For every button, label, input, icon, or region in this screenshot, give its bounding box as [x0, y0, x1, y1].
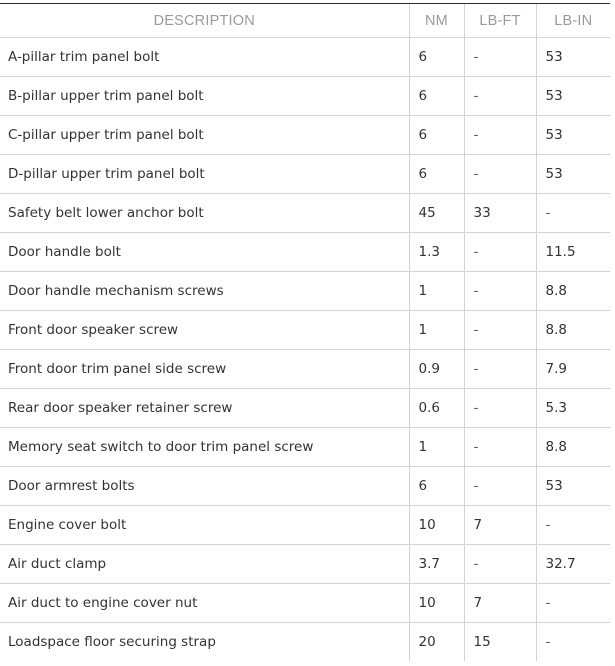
- table-row: [0, 350, 610, 389]
- cell-lbft: 33: [464, 194, 536, 233]
- cell-nm: 45: [409, 194, 464, 233]
- cell-description: Air duct clamp: [0, 545, 409, 584]
- cell-nm: 6: [409, 77, 464, 116]
- cell-description: B-pillar upper trim panel bolt: [0, 77, 409, 116]
- cell-nm: 1: [409, 428, 464, 467]
- cell-lbin: 8.8: [536, 311, 610, 350]
- cell-nm: 3.7: [409, 545, 464, 584]
- cell-lbft: -: [464, 155, 536, 194]
- column-header-lbin: LB-IN: [536, 4, 610, 38]
- cell-lbft: -: [464, 77, 536, 116]
- cell-lbin: 53: [536, 155, 610, 194]
- torque-spec-table: [0, 3, 610, 661]
- cell-lbin: -: [536, 506, 610, 545]
- cell-description: Engine cover bolt: [0, 506, 409, 545]
- cell-nm: 1.3: [409, 233, 464, 272]
- table-row: [0, 623, 610, 662]
- cell-lbft: -: [464, 38, 536, 77]
- cell-lbin: -: [536, 584, 610, 623]
- cell-description: Door armrest bolts: [0, 467, 409, 506]
- cell-lbin: 53: [536, 77, 610, 116]
- table-row: [0, 233, 610, 272]
- cell-description: Front door speaker screw: [0, 311, 409, 350]
- cell-lbft: -: [464, 545, 536, 584]
- cell-lbin: 53: [536, 467, 610, 506]
- header-row: [0, 4, 610, 38]
- cell-lbin: 53: [536, 38, 610, 77]
- cell-description: Safety belt lower anchor bolt: [0, 194, 409, 233]
- table-row: [0, 77, 610, 116]
- cell-nm: 20: [409, 623, 464, 662]
- cell-lbft: 7: [464, 584, 536, 623]
- cell-lbft: 15: [464, 623, 536, 662]
- cell-nm: 6: [409, 467, 464, 506]
- cell-description: Air duct to engine cover nut: [0, 584, 409, 623]
- cell-lbin: 8.8: [536, 428, 610, 467]
- cell-nm: 1: [409, 311, 464, 350]
- cell-nm: 10: [409, 506, 464, 545]
- table-row: [0, 155, 610, 194]
- cell-nm: 10: [409, 584, 464, 623]
- table-header: [0, 4, 610, 38]
- column-header-lbft: LB-FT: [464, 4, 536, 38]
- cell-lbin: 53: [536, 116, 610, 155]
- table-row: [0, 194, 610, 233]
- cell-lbin: 32.7: [536, 545, 610, 584]
- table-row: [0, 272, 610, 311]
- cell-lbin: 7.9: [536, 350, 610, 389]
- cell-nm: 6: [409, 116, 464, 155]
- cell-lbin: 5.3: [536, 389, 610, 428]
- cell-lbin: -: [536, 623, 610, 662]
- cell-lbft: -: [464, 116, 536, 155]
- cell-description: Rear door speaker retainer screw: [0, 389, 409, 428]
- cell-description: Memory seat switch to door trim panel screw: [0, 428, 409, 467]
- table-row: [0, 428, 610, 467]
- column-header-description: DESCRIPTION: [0, 4, 409, 38]
- cell-description: A-pillar trim panel bolt: [0, 38, 409, 77]
- cell-nm: 1: [409, 272, 464, 311]
- cell-lbft: 7: [464, 506, 536, 545]
- cell-lbft: -: [464, 233, 536, 272]
- cell-description: C-pillar upper trim panel bolt: [0, 116, 409, 155]
- cell-lbft: -: [464, 272, 536, 311]
- cell-description: Loadspace floor securing strap: [8, 634, 216, 650]
- cell-lbin: -: [536, 194, 610, 233]
- cell-nm: 0.6: [409, 389, 464, 428]
- cell-lbft: -: [464, 311, 536, 350]
- cell-nm: 6: [409, 155, 464, 194]
- column-header-nm: NM: [409, 4, 464, 38]
- cell-description: Door handle bolt: [0, 233, 409, 272]
- table-body: [0, 38, 610, 662]
- cell-lbin: 8.8: [536, 272, 610, 311]
- cell-lbin: 11.5: [536, 233, 610, 272]
- table-row: [0, 389, 610, 428]
- table-row: [0, 467, 610, 506]
- table-row: [0, 545, 610, 584]
- cell-description: D-pillar upper trim panel bolt: [0, 155, 409, 194]
- cell-lbft: -: [464, 389, 536, 428]
- cell-description: Front door trim panel side screw: [0, 350, 409, 389]
- table-row: [0, 311, 610, 350]
- cell-lbft: -: [464, 350, 536, 389]
- table-row: [0, 506, 610, 545]
- table-row: [0, 38, 610, 77]
- cell-description: Door handle mechanism screws: [0, 272, 409, 311]
- cell-lbft: -: [464, 467, 536, 506]
- cell-lbft: -: [464, 428, 536, 467]
- table-row: [0, 116, 610, 155]
- table-row: [0, 584, 610, 623]
- cell-nm: 0.9: [409, 350, 464, 389]
- cell-nm: 6: [409, 38, 464, 77]
